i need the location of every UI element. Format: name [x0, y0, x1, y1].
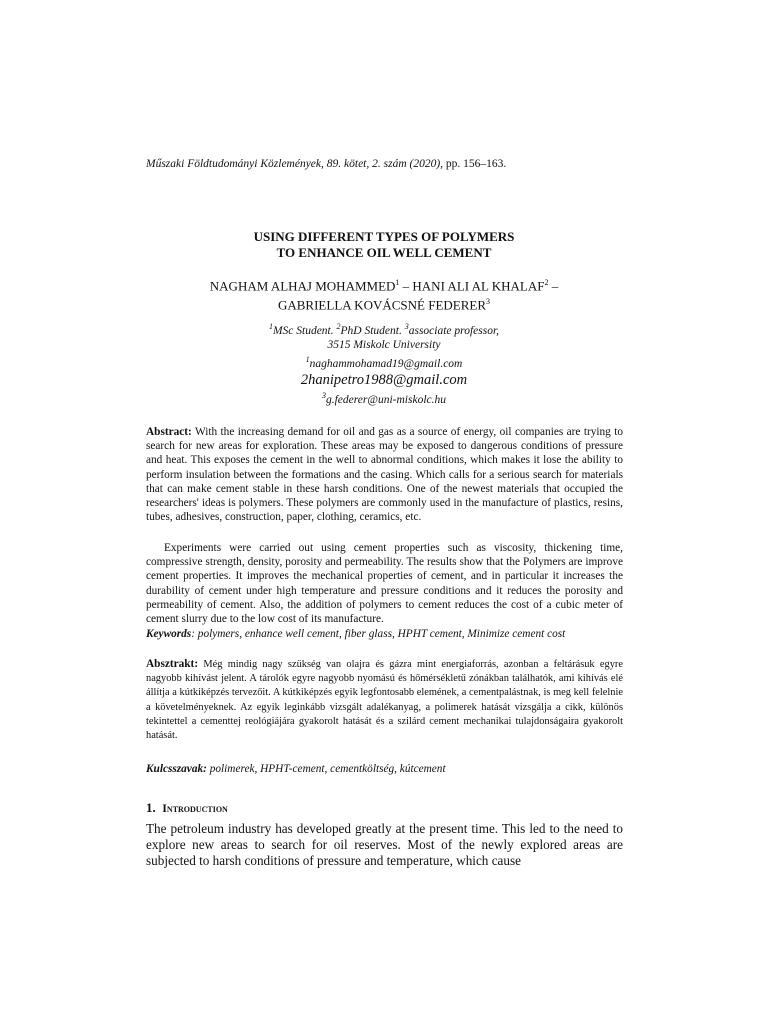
section-number: 1.: [146, 800, 156, 815]
author-separator: –: [399, 278, 413, 294]
absztrakt-label: Absztrakt:: [146, 658, 199, 670]
abstract-paragraph-1: [146, 425, 623, 524]
introduction-paragraph: The petroleum industry has developed greatly at the present time. This led to the need to explore new areas to search for oil reserves. Most of the newly explored areas are subjected to harsh conditions of pressure and temperature, which cause: [146, 821, 623, 869]
author-2: HANI ALI AL KHALAF: [412, 278, 545, 294]
keywords-label: Keywords: [146, 628, 192, 640]
email-sup: 3: [321, 390, 326, 400]
email-1-line: [0, 353, 768, 371]
keywords: [146, 628, 623, 640]
email-sup: 1: [305, 354, 310, 364]
author-1-sup: 1: [395, 278, 400, 287]
role-sup: 3: [404, 322, 409, 331]
email-2[interactable]: 2hanipetro1988@gmail.com: [300, 371, 468, 388]
abstract-label: Abstract:: [146, 426, 192, 438]
author-list: [0, 275, 768, 314]
author-3: GABRIELLA KOVÁCSNÉ FEDERER: [277, 297, 486, 313]
authors-line-1: [0, 275, 768, 294]
keywords-text: : polymers, enhance well cement, fiber glass, HPHT cement, Minimize cement cost: [191, 628, 566, 640]
title-line-1: USING DIFFERENT TYPES OF POLYMERS: [253, 229, 515, 244]
abstract-paragraph-2: Experiments were carried out using cement properties such as viscosity, thickening time, compressive strength, density, porosity and permeability. The results show that the Polymers are improve cement properties. It improves the mechanical properties of cement, and in particular it increases the durability of cement under high temperature and pressure conditions and it reduces the porosity and permeability of cement. Also, the addition of polymers to cement reduces the cost of a cubic meter of cement slurry due to the low cost of its manufacture.: [146, 542, 623, 626]
kulcsszavak-text: polimerek, HPHT-cement, cementköltség, kútcement: [206, 763, 446, 775]
role-2: PhD Student.: [340, 324, 405, 337]
abstract-text: With the increasing demand for oil and gas as a source of energy, oil companies are trying to search for new areas for exploration. These areas may be exposed to dangerous conditions of pressure and heat. This exposes the cement in the well to abnormal conditions, which makes it lose the ability to perform insulation between the formations and the casing. Which calls for a serious search for materials that can make cement stable in these harsh conditions. One of the newest materials that occupied the researchers' ideas is polymers. These polymers are commonly used in the manufacture of plastics, resins, tubes, adhesives, construction, paper, clothing, ceramics, etc.: [146, 426, 623, 524]
journal-pages: pp. 156–163.: [445, 158, 507, 170]
author-2-sup: 2: [544, 278, 549, 287]
section-heading-introduction: [146, 800, 228, 816]
role-sup: 2: [336, 322, 341, 331]
authors-line-2: [0, 294, 768, 313]
kulcsszavak: [146, 763, 623, 775]
affiliation-roles: [0, 320, 768, 338]
section-title: Introduction: [162, 801, 228, 815]
journal-name: Műszaki Földtudományi Közlemények, 89. kötet, 2. szám (2020),: [146, 158, 444, 170]
role-sup: 1: [268, 322, 273, 331]
email-3-line: [0, 389, 768, 407]
author-separator: –: [548, 278, 559, 294]
affiliations: [0, 320, 768, 407]
title-line-2: TO ENHANCE OIL WELL CEMENT: [276, 245, 492, 260]
absztrakt-text: Még mindig nagy szükség van olajra és gázra mint energiaforrás, azonban a feltárásuk egyre nagyobb kihívást jelent. A tárolók egyre nagyobb nyomású és hőmérsékletű zónákban találhatók, ami kihívás elé állítja a kútkiképzés tervezőit. A kútkiképzés egyik legfontosabb elemének, a cementpalástnak, is meg kell felelnie a követelményeknek. Az egyik leginkább vizsgált adalékanyag, a polimerek hatását vizsgálja a cikk, különös tekintettel a cementtej reológiájára gyakorolt hatását és a szilárd cement mechanikai tulajdonságaira gyakorolt hatását.: [146, 659, 623, 742]
affiliation-address: 3515 Miskolc University: [327, 339, 441, 352]
author-3-sup: 3: [486, 297, 490, 307]
journal-citation: [146, 158, 506, 170]
email-1[interactable]: naghammohamad19@gmail.com: [309, 357, 463, 370]
role-3: associate professor,: [408, 324, 500, 337]
role-1: MSc Student.: [272, 324, 337, 337]
email-3[interactable]: g.federer@uni-miskolc.hu: [325, 393, 446, 406]
paper-title: [0, 229, 768, 261]
author-1: NAGHAM ALHAJ MOHAMMED: [209, 278, 396, 294]
kulcsszavak-label: Kulcsszavak:: [146, 763, 207, 775]
absztrakt-paragraph: [146, 657, 623, 743]
